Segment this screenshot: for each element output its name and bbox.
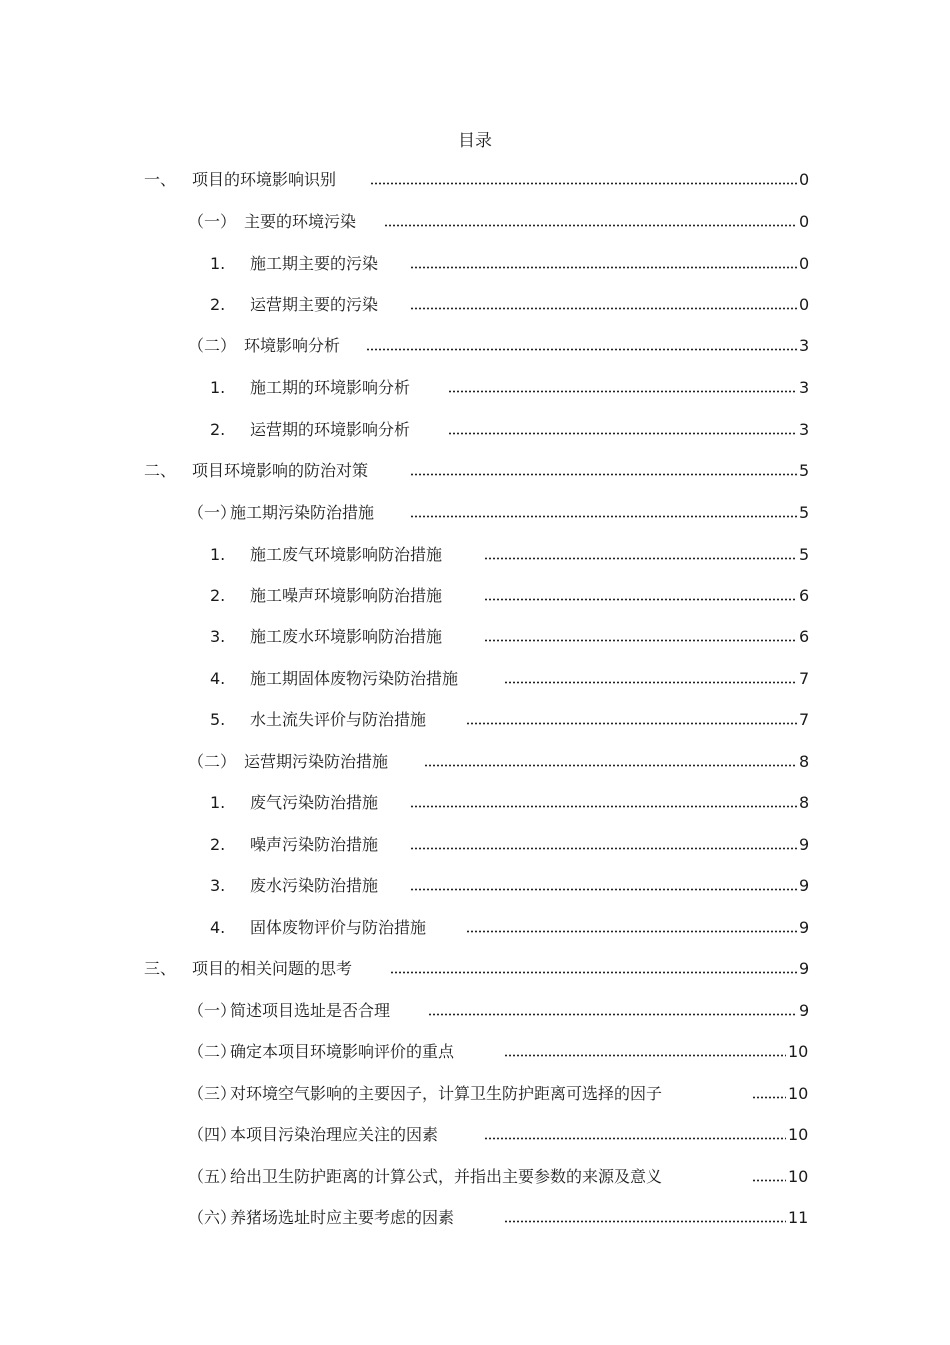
toc-entry[interactable]	[0, 334, 950, 358]
toc-entry-number: （二）	[188, 336, 237, 355]
toc-entry-title: 废气污染防治措施	[250, 793, 379, 812]
toc-entry[interactable]	[0, 168, 950, 192]
toc-entry[interactable]	[0, 1165, 950, 1189]
toc-entry-title: 运营期的环境影响分析	[250, 420, 411, 439]
toc-leader-dots	[484, 557, 797, 560]
toc-entry[interactable]	[0, 1082, 950, 1106]
toc-leader-dots	[410, 473, 797, 476]
toc-leader-dots	[466, 722, 797, 725]
toc-entry[interactable]	[0, 833, 950, 857]
toc-entry-number: 三、	[144, 959, 177, 978]
toc-entry-number: （二）	[188, 1042, 237, 1061]
toc-entry-number: （一）	[188, 212, 237, 231]
toc-entry-page: 5	[799, 503, 810, 522]
toc-entry-title: 固体废物评价与防治措施	[250, 918, 427, 937]
toc-entry-page: 8	[799, 752, 810, 771]
toc-entry-title: 噪声污染防治措施	[250, 835, 379, 854]
toc-entry-page: 11	[788, 1208, 809, 1227]
toc-entry-number: （三）	[188, 1084, 237, 1103]
toc-entry-number: （一）	[188, 1001, 237, 1020]
toc-leader-dots	[410, 515, 797, 518]
toc-entry-number: 1.	[210, 378, 226, 397]
toc-entry-page: 8	[799, 793, 810, 812]
toc-leader-dots	[448, 390, 797, 393]
toc-entry[interactable]	[0, 501, 950, 525]
toc-entry-page: 6	[799, 586, 810, 605]
toc-entry-number: 2.	[210, 420, 226, 439]
toc-entry-number: （五）	[188, 1167, 237, 1186]
toc-entry-title: 施工期主要的污染	[250, 254, 379, 273]
toc-leader-dots	[752, 1096, 786, 1099]
toc-entry-page: 9	[799, 876, 810, 895]
toc-entry-page: 0	[799, 170, 810, 189]
toc-leader-dots	[410, 847, 797, 850]
toc-leader-dots	[366, 348, 797, 351]
toc-entry-number: （一）	[188, 503, 237, 522]
toc-title: 目录	[458, 131, 492, 151]
toc-entry-title: 运营期主要的污染	[250, 295, 379, 314]
toc-entry-page: 6	[799, 627, 810, 646]
toc-entry-number: 2.	[210, 835, 226, 854]
toc-entry[interactable]	[0, 459, 950, 483]
toc-entry-number: 二、	[144, 461, 177, 480]
toc-entry-page: 5	[799, 545, 810, 564]
toc-entry-page: 9	[799, 1001, 810, 1020]
toc-leader-dots	[484, 639, 797, 642]
toc-entry-title: 施工期污染防治措施	[230, 503, 375, 522]
toc-entry-page: 0	[799, 254, 810, 273]
toc-entry-page: 0	[799, 212, 810, 231]
toc-entry-page: 7	[799, 710, 810, 729]
toc-entry-page: 3	[799, 420, 810, 439]
toc-entry-page: 10	[788, 1042, 809, 1061]
toc-entry-title: 给出卫生防护距离的计算公式，并指出主要参数的来源及意义	[230, 1167, 663, 1186]
toc-leader-dots	[466, 930, 797, 933]
toc-entry-title: 施工期固体废物污染防治措施	[250, 669, 459, 688]
toc-leader-dots	[484, 598, 797, 601]
toc-entry-number: 1.	[210, 793, 226, 812]
toc-entry-number: 一、	[144, 170, 177, 189]
toc-leader-dots	[424, 764, 797, 767]
toc-entry-number: 4.	[210, 918, 226, 937]
toc-entry-number: （六）	[188, 1208, 237, 1227]
toc-entry[interactable]	[0, 252, 950, 276]
toc-entry-title: 养猪场选址时应主要考虑的因素	[230, 1208, 455, 1227]
toc-entry-title: 环境影响分析	[244, 336, 341, 355]
toc-leader-dots	[504, 1220, 786, 1223]
toc-entry[interactable]	[0, 667, 950, 691]
toc-entry[interactable]	[0, 418, 950, 442]
toc-leader-dots	[410, 888, 797, 891]
toc-entry[interactable]	[0, 1123, 950, 1147]
toc-entry-number: 2.	[210, 295, 226, 314]
toc-entry[interactable]	[0, 957, 950, 981]
toc-leader-dots	[428, 1013, 797, 1016]
toc-entry[interactable]	[0, 543, 950, 567]
toc-entry-title: 项目环境影响的防治对策	[192, 461, 369, 480]
toc-entry[interactable]	[0, 791, 950, 815]
toc-entry-title: 确定本项目环境影响评价的重点	[230, 1042, 455, 1061]
toc-entry-number: 5.	[210, 710, 226, 729]
toc-leader-dots	[410, 805, 797, 808]
toc-entry-page: 7	[799, 669, 810, 688]
toc-entry-title: 项目的相关问题的思考	[192, 959, 353, 978]
toc-entry[interactable]	[0, 376, 950, 400]
toc-leader-dots	[370, 182, 797, 185]
toc-leader-dots	[390, 971, 797, 974]
toc-entry[interactable]	[0, 210, 950, 234]
toc-entry-page: 9	[799, 959, 810, 978]
toc-entry-number: 1.	[210, 254, 226, 273]
toc-entry-title: 施工废气环境影响防治措施	[250, 545, 443, 564]
toc-entry-page: 0	[799, 295, 810, 314]
toc-leader-dots	[752, 1179, 786, 1182]
toc-entry[interactable]	[0, 750, 950, 774]
toc-entry[interactable]	[0, 1040, 950, 1064]
toc-entry-number: （二）	[188, 752, 237, 771]
toc-leader-dots	[484, 1137, 786, 1140]
toc-entry[interactable]	[0, 999, 950, 1023]
toc-entry-page: 9	[799, 918, 810, 937]
toc-entry-number: （四）	[188, 1125, 237, 1144]
toc-entry[interactable]	[0, 1206, 950, 1230]
toc-entry-title: 水土流失评价与防治措施	[250, 710, 427, 729]
toc-entry-title: 主要的环境污染	[244, 212, 357, 231]
toc-entry[interactable]	[0, 584, 950, 608]
toc-entry-title: 项目的环境影响识别	[192, 170, 337, 189]
toc-entry-title: 对环境空气影响的主要因子，计算卫生防护距离可选择的因子	[230, 1084, 663, 1103]
toc-leader-dots	[410, 307, 797, 310]
toc-entry-number: 3.	[210, 876, 226, 895]
toc-entry-title: 施工废水环境影响防治措施	[250, 627, 443, 646]
toc-entry[interactable]	[0, 293, 950, 317]
toc-leader-dots	[384, 224, 797, 227]
toc-leader-dots	[504, 1054, 786, 1057]
toc-entry-number: 4.	[210, 669, 226, 688]
toc-entry[interactable]	[0, 916, 950, 940]
toc-entry-title: 运营期污染防治措施	[244, 752, 389, 771]
toc-entry[interactable]	[0, 708, 950, 732]
toc-entry[interactable]	[0, 625, 950, 649]
toc-entry-title: 施工噪声环境影响防治措施	[250, 586, 443, 605]
toc-leader-dots	[504, 681, 797, 684]
toc-entry-title: 废水污染防治措施	[250, 876, 379, 895]
toc-entry-page: 3	[799, 336, 810, 355]
toc-entry-page: 5	[799, 461, 810, 480]
toc-entry-page: 3	[799, 378, 810, 397]
toc-entry-page: 10	[788, 1084, 809, 1103]
toc-entry-title: 简述项目选址是否合理	[230, 1001, 391, 1020]
toc-entry-number: 1.	[210, 545, 226, 564]
toc-leader-dots	[448, 432, 797, 435]
toc-entry-number: 2.	[210, 586, 226, 605]
toc-entry-title: 本项目污染治理应关注的因素	[230, 1125, 439, 1144]
toc-entry-title: 施工期的环境影响分析	[250, 378, 411, 397]
toc-entry-page: 10	[788, 1125, 809, 1144]
toc-entry-page: 9	[799, 835, 810, 854]
toc-entry-number: 3.	[210, 627, 226, 646]
toc-leader-dots	[410, 266, 797, 269]
toc-entry[interactable]	[0, 874, 950, 898]
toc-entry-page: 10	[788, 1167, 809, 1186]
